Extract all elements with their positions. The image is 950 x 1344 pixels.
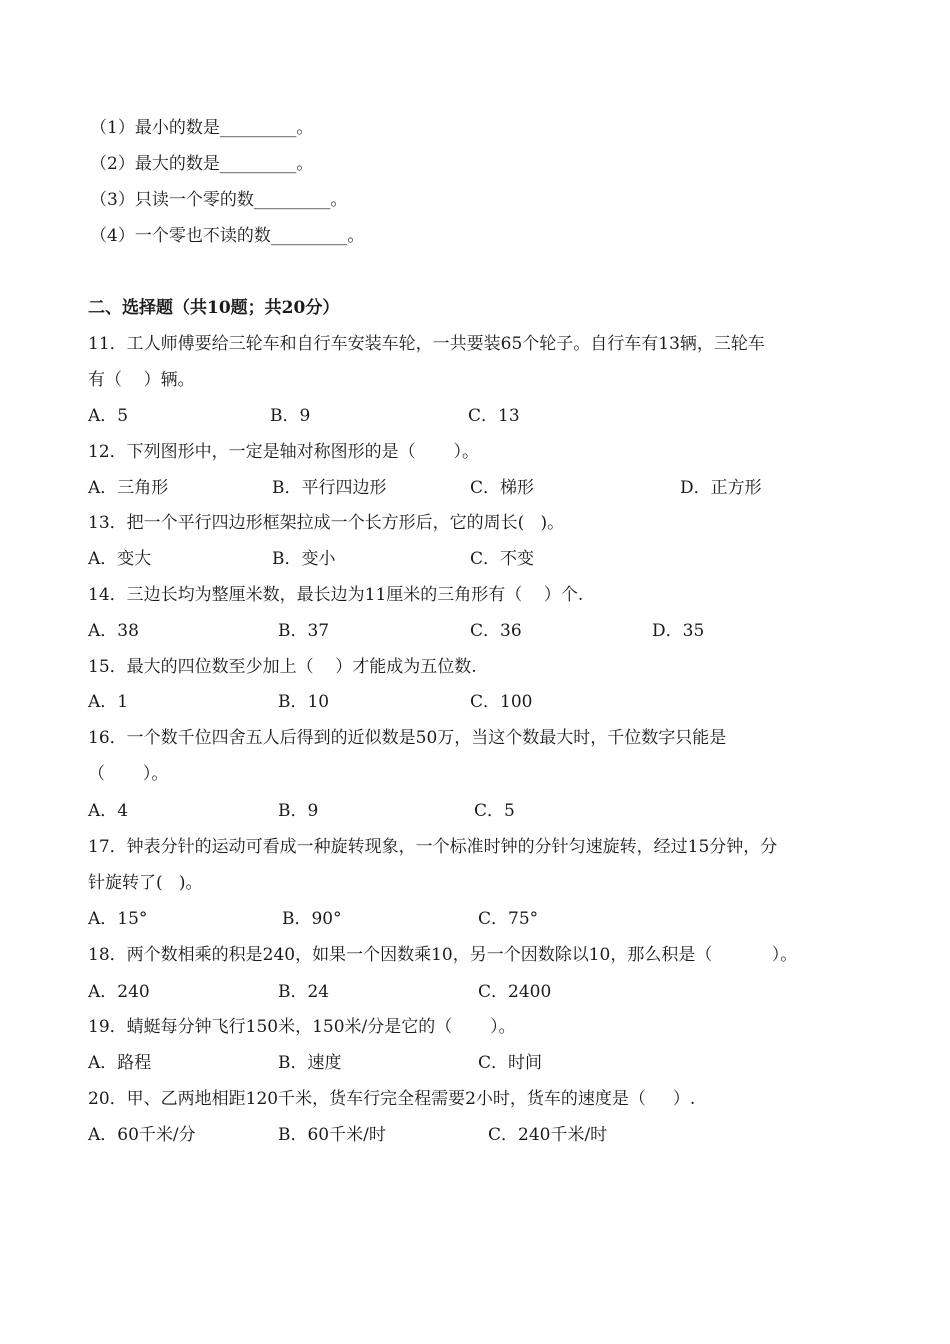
question-17-option-a: A．15° [88,909,148,929]
question-15-option-a: A．1 [88,692,129,712]
question-11-option-b: B．9 [270,406,311,426]
question-20-option-c: C．240千米/时 [488,1125,608,1145]
fill-item-2: （2）最大的数是_________。 [90,154,314,174]
question-17-line-1: 17．钟表分针的运动可看成一种旋转现象，一个标准时钟的分针匀速旋转，经过15分钟，分 [88,837,778,857]
question-11-line-1: 11．工人师傅要给三轮车和自行车安装车轮，一共要装65个轮子。自行车有13辆，三轮车 [88,334,765,354]
question-16-line-1: 16．一个数千位四舍五人后得到的近似数是50万，当这个数最大时，千位数字只能是 [88,728,727,748]
question-14-option-d: D．35 [652,621,705,641]
question-15-line-1: 15．最大的四位数至少加上（ ）才能成为五位数. [88,657,477,677]
question-13-option-a: A．变大 [88,549,152,569]
question-19-option-b: B．速度 [278,1053,342,1073]
question-18-option-c: C．2400 [478,982,552,1002]
question-16-option-a: A．4 [88,801,129,821]
question-11-line-2: 有（ ）辆。 [88,370,195,390]
question-19-line-1: 19．蜻蜓每分钟飞行150米，150米/分是它的（ ）。 [88,1017,516,1037]
question-16-option-c: C．5 [474,801,515,821]
question-14-option-c: C．36 [470,621,522,641]
question-20-line-1: 20．甲、乙两地相距120千米，货车行完全程需要2小时，货车的速度是（ ）. [88,1089,696,1109]
question-12-option-b: B．平行四边形 [272,478,387,498]
question-20-option-b: B．60千米/时 [278,1125,386,1145]
question-11-option-a: A．5 [88,406,129,426]
question-16-line-2: （ ）。 [88,764,169,784]
section-heading: 二、选择题（共10题；共20分） [88,298,340,318]
question-17-line-2: 针旋转了( )。 [88,873,203,893]
question-13-option-c: C．不变 [470,549,535,569]
fill-item-4: （4）一个零也不读的数_________。 [90,226,365,246]
question-19-option-a: A．路程 [88,1053,152,1073]
question-16-option-b: B．9 [278,801,319,821]
question-12-option-a: A．三角形 [88,478,169,498]
question-17-option-c: C．75° [478,909,539,929]
question-14-option-b: B．37 [278,621,330,641]
question-15-option-b: B．10 [278,692,330,712]
question-18-line-1: 18．两个数相乘的积是240，如果一个因数乘10，另一个因数除以10，那么积是（ ）。 [88,945,798,965]
question-18-option-b: B．24 [278,982,330,1002]
fill-item-3: （3）只读一个零的数_________。 [90,190,348,210]
question-18-option-a: A．240 [88,982,150,1002]
question-11-option-c: C．13 [468,406,520,426]
question-12-line-1: 12．下列图形中，一定是轴对称图形的是（ ）。 [88,442,479,462]
question-12-option-c: C．梯形 [470,478,535,498]
question-15-option-c: C．100 [470,692,533,712]
question-17-option-b: B．90° [282,909,342,929]
question-13-line-1: 13．把一个平行四边形框架拉成一个长方形后，它的周长( )。 [88,513,565,533]
question-13-option-b: B．变小 [272,549,336,569]
question-19-option-c: C．时间 [478,1053,543,1073]
question-20-option-a: A．60千米/分 [88,1125,196,1145]
question-14-option-a: A．38 [88,621,139,641]
question-14-line-1: 14．三边长均为整厘米数，最长边为11厘米的三角形有（ ）个. [88,585,584,605]
fill-item-1: （1）最小的数是_________。 [90,118,314,138]
question-12-option-d: D．正方形 [680,478,762,498]
